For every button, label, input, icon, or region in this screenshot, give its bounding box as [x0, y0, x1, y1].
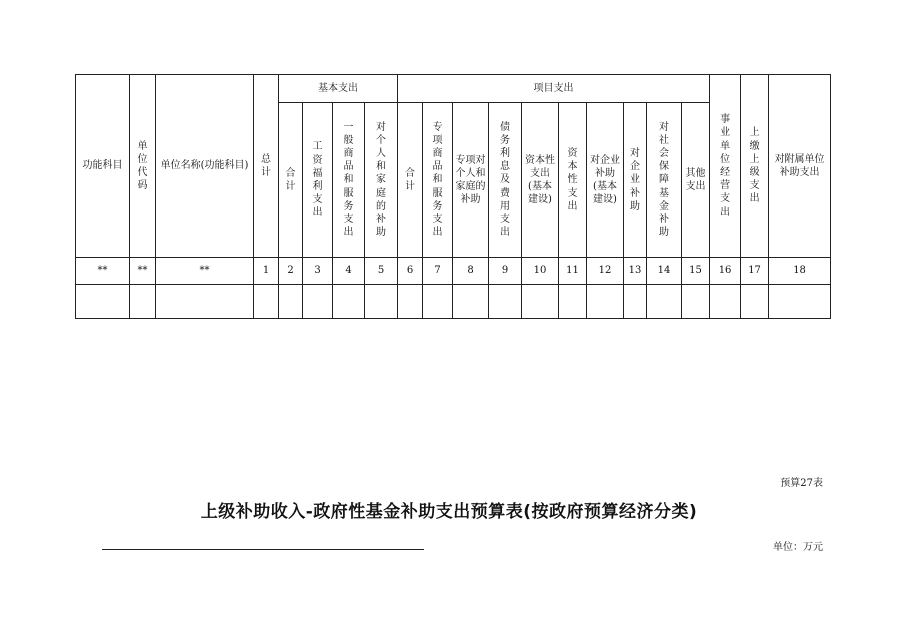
index-cell: 3: [303, 258, 333, 285]
data-cell: [453, 285, 489, 319]
index-cell: 1: [254, 258, 279, 285]
table-code: 预算27表: [780, 478, 823, 489]
index-cell: 4: [333, 258, 365, 285]
index-cell: 18: [769, 258, 831, 285]
table-row-empty: [76, 285, 831, 319]
header-upper-payment: 上缴上级支出: [741, 75, 769, 258]
data-cell: [333, 285, 365, 319]
index-cell: 13: [624, 258, 647, 285]
data-cell: [254, 285, 279, 319]
index-cell: 14: [647, 258, 682, 285]
data-cell: [423, 285, 453, 319]
index-cell: 15: [682, 258, 710, 285]
index-cell: 7: [423, 258, 453, 285]
unit-label: 单位：万元: [773, 542, 823, 553]
header-unit-code: 单位代码: [130, 75, 156, 258]
header-project-col: 对企业补助: [624, 103, 647, 258]
index-cell: 12: [587, 258, 624, 285]
header-project-group: 项目支出: [398, 75, 710, 103]
data-cell: [76, 285, 130, 319]
data-cell: [365, 285, 398, 319]
data-cell: [279, 285, 303, 319]
header-basic-group: 基本支出: [279, 75, 398, 103]
header-project-col: 专项商品和服务支出: [423, 103, 453, 258]
header-project-col: 合计: [398, 103, 423, 258]
index-cell: **: [130, 258, 156, 285]
budget-table: [75, 74, 831, 319]
index-cell: **: [76, 258, 130, 285]
unit-name-line: [102, 549, 424, 550]
header-basic-col: 对个人和家庭的补助: [365, 103, 398, 258]
data-cell: [130, 285, 156, 319]
header-project-col: 其他支出: [682, 103, 710, 258]
header-basic-col: 工资福利支出: [303, 103, 333, 258]
header-project-col: 对企业补助(基本建设): [587, 103, 624, 258]
header-project-col: 对社会保障基金补助: [647, 103, 682, 258]
data-cell: [303, 285, 333, 319]
data-cell: [156, 285, 254, 319]
data-cell: [647, 285, 682, 319]
data-cell: [769, 285, 831, 319]
header-total: 总计: [254, 75, 279, 258]
index-cell: 5: [365, 258, 398, 285]
index-cell: 9: [489, 258, 522, 285]
header-unit-name: 单位名称(功能科目): [156, 75, 254, 258]
data-cell: [624, 285, 647, 319]
header-affiliate-subsidy: 对附属单位补助支出: [769, 75, 831, 258]
header-project-col: 资本性支出: [559, 103, 587, 258]
table-row-index: [76, 258, 831, 285]
data-cell: [489, 285, 522, 319]
document-title: 上级补助收入-政府性基金补助支出预算表(按政府预算经济分类): [200, 502, 698, 522]
data-cell: [710, 285, 741, 319]
header-project-col: 专项对个人和家庭的补助: [453, 103, 489, 258]
header-basic-col: 合计: [279, 103, 303, 258]
data-cell: [741, 285, 769, 319]
index-cell: **: [156, 258, 254, 285]
index-cell: 16: [710, 258, 741, 285]
index-cell: 10: [522, 258, 559, 285]
data-cell: [559, 285, 587, 319]
data-cell: [682, 285, 710, 319]
index-cell: 6: [398, 258, 423, 285]
header-project-col: 资本性支出(基本建设): [522, 103, 559, 258]
header-project-col: 债务利息及费用支出: [489, 103, 522, 258]
data-cell: [522, 285, 559, 319]
header-func-subject: 功能科目: [76, 75, 130, 258]
header-basic-col: 一般商品和服务支出: [333, 103, 365, 258]
index-cell: 8: [453, 258, 489, 285]
index-cell: 17: [741, 258, 769, 285]
index-cell: 11: [559, 258, 587, 285]
data-cell: [398, 285, 423, 319]
data-cell: [587, 285, 624, 319]
index-cell: 2: [279, 258, 303, 285]
header-business-expense: 事业单位经营支出: [710, 75, 741, 258]
